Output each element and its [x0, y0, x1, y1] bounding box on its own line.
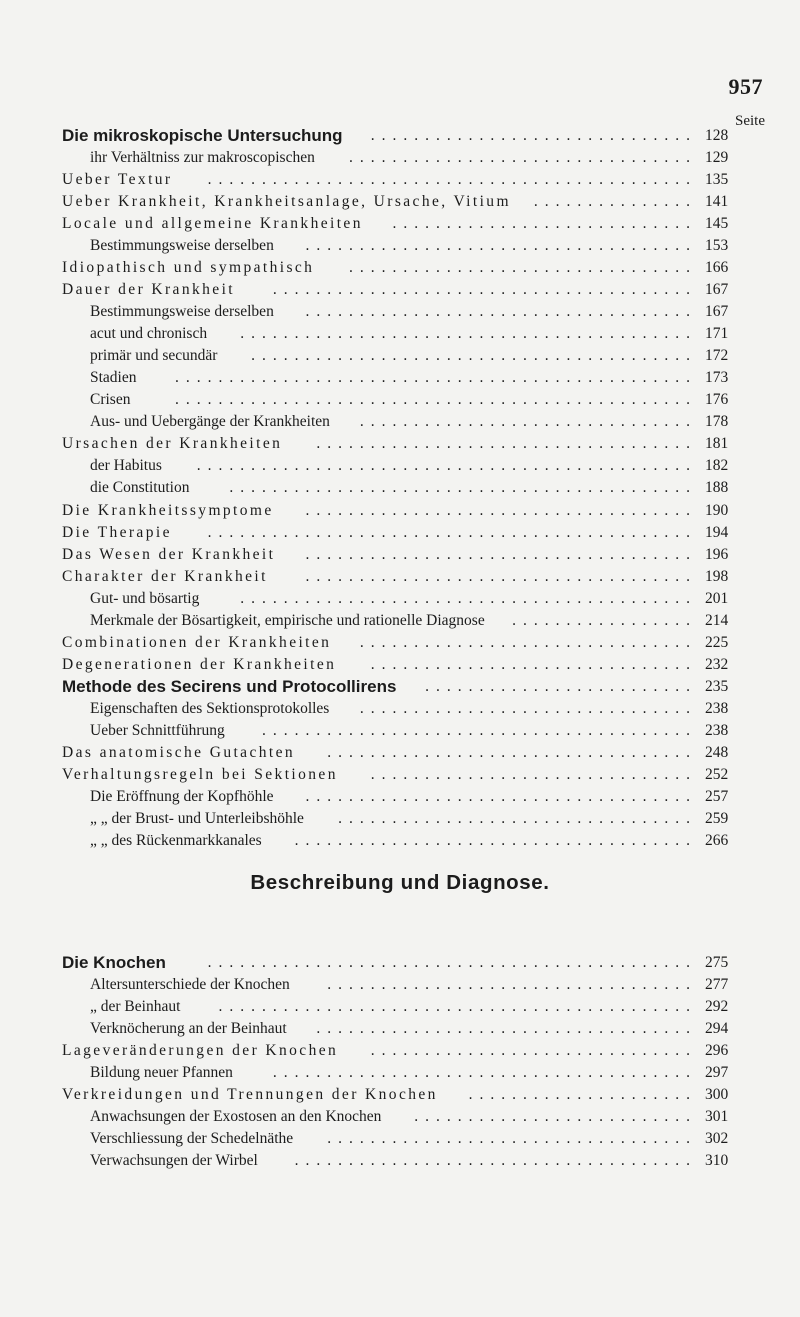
toc-entry [0, 566, 800, 588]
page-number: 957 [728, 74, 763, 99]
dot-leader: .................................. [327, 743, 697, 761]
toc-entry-page: 277 [705, 975, 729, 993]
toc-entry [0, 477, 800, 499]
toc-entry [0, 191, 800, 213]
dot-leader: ......................................... [251, 347, 697, 365]
toc-entry-title: „ „ des Rückenmarkkanales [90, 831, 262, 849]
toc-entry-title: ihr Verhältniss zur makroscopischen [90, 149, 315, 167]
toc-entry-page: 190 [705, 501, 729, 519]
toc-entry-page: 171 [705, 325, 729, 343]
toc-entry-page: 275 [705, 954, 729, 971]
dot-leader: .................................. [327, 975, 697, 993]
toc-entry [0, 676, 800, 698]
toc-entry-page: 302 [705, 1129, 729, 1147]
toc-entry-title: Verkreidungen und Trennungen der Knochen [62, 1085, 438, 1103]
toc-entry [0, 213, 800, 235]
toc-entry-title: Anwachsungen der Exostosen an den Knochen [90, 1107, 382, 1125]
dot-leader: .......................... [414, 1107, 697, 1125]
toc-entry-title: Ursachen der Krankheiten [62, 435, 283, 453]
toc-entry [0, 500, 800, 522]
toc-entry [0, 235, 800, 257]
dot-leader: ..................................... [294, 831, 697, 849]
toc-entry-page: 252 [705, 765, 729, 783]
toc-entry-page: 129 [705, 149, 729, 167]
dot-leader: ........................................... [229, 479, 697, 497]
dot-leader: ............................ [392, 215, 697, 233]
toc-entry-page: 297 [705, 1063, 729, 1081]
dot-leader: .................................... [305, 501, 697, 519]
toc-entry-title: primär und secundär [90, 347, 218, 365]
toc-entry-page: 248 [705, 743, 729, 761]
toc-entry [0, 996, 800, 1018]
dot-leader: ................. [512, 611, 697, 629]
seite-label: Seite [735, 113, 765, 129]
toc-entry-title: Die Krankheitssymptome [62, 501, 274, 519]
toc-entry-page: 172 [705, 347, 729, 365]
toc-entry-title: die Constitution [90, 479, 190, 497]
toc-entry-page: 145 [705, 215, 729, 233]
toc-entry-page: 167 [705, 281, 729, 299]
toc-entry-page: 238 [705, 699, 729, 717]
toc-entry-page: 301 [705, 1107, 729, 1125]
toc-entry-page: 198 [705, 567, 729, 585]
toc-entry [0, 147, 800, 169]
toc-entry [0, 764, 800, 786]
dot-leader: .............................. [370, 765, 697, 783]
dot-leader: ..................................... [294, 1151, 697, 1169]
toc-entry-title: Altersunterschiede der Knochen [90, 975, 290, 993]
toc-entry-title: Degenerationen der Krankheiten [62, 655, 337, 673]
toc-entry-page: 259 [705, 809, 729, 827]
dot-leader: ................................ [349, 259, 697, 277]
toc-entry [0, 522, 800, 544]
dot-leader: .................................. [327, 1129, 697, 1147]
dot-leader: .............................................. [196, 457, 697, 475]
dot-leader: ........................................ [262, 721, 697, 739]
toc-entry-title: „ „ der Brust- und Unterleibshöhle [90, 809, 304, 827]
toc-entry [0, 367, 800, 389]
dot-leader: .......................................... [240, 325, 697, 343]
toc-entry [0, 1128, 800, 1150]
toc-entry-title: Das Wesen der Krankheit [62, 545, 276, 563]
dot-leader: .................................... [305, 567, 697, 585]
toc-entry [0, 1106, 800, 1128]
toc-entry-title: „ der Beinhaut [90, 997, 181, 1015]
toc-entry [0, 389, 800, 411]
dot-leader: ................................... [316, 1019, 697, 1037]
toc-entry-title: Die Knochen [62, 953, 166, 972]
dot-leader: ............................................ [218, 997, 697, 1015]
toc-entry-title: der Habitus [90, 457, 162, 475]
toc-entry-title: Crisen [90, 391, 131, 409]
toc-entry-page: 201 [705, 589, 729, 607]
toc-entry-title: Dauer der Krankheit [62, 281, 235, 299]
dot-leader: ....................................... [272, 1063, 697, 1081]
dot-leader: ................................... [316, 435, 697, 453]
toc-entry-page: 166 [705, 259, 729, 277]
toc-entry-page: 300 [705, 1085, 729, 1103]
toc-entry-page: 176 [705, 391, 729, 409]
toc-entry [0, 1018, 800, 1040]
toc-entry-page: 141 [705, 193, 729, 211]
toc-entry [0, 808, 800, 830]
toc-entry [0, 952, 800, 974]
section-heading: Beschreibung und Diagnose. [250, 871, 550, 894]
toc-entry-page: 238 [705, 721, 729, 739]
toc-entry-page: 266 [705, 831, 729, 849]
toc-entry [0, 411, 800, 433]
toc-entry-title: Lageveränderungen der Knochen [62, 1041, 339, 1059]
toc-entry-title: Die Eröffnung der Kopfhöhle [90, 787, 274, 805]
dot-leader: ............... [533, 193, 697, 211]
toc-entry-title: Die mikroskopische Untersuchung [62, 126, 343, 145]
toc-entry [0, 720, 800, 742]
dot-leader: .............................. [370, 127, 697, 144]
toc-entry [0, 698, 800, 720]
toc-entry-page: 135 [705, 171, 729, 189]
toc-entry-page: 128 [705, 127, 729, 144]
toc-entry [0, 1062, 800, 1084]
toc-entry-title: Charakter der Krankheit [62, 567, 268, 585]
toc-entry [0, 257, 800, 279]
toc-entry-title: Combinationen der Krankheiten [62, 633, 332, 651]
toc-entry-page: 232 [705, 655, 729, 673]
toc-entry-page: 188 [705, 479, 729, 497]
dot-leader: ................................ [349, 149, 697, 167]
dot-leader: ............................... [359, 633, 697, 651]
toc-entry-title: Ueber Krankheit, Krankheitsanlage, Ursache, Vitium [62, 193, 511, 211]
toc-entry-title: Bestimmungsweise derselben [90, 237, 274, 255]
dot-leader: .................................... [305, 237, 697, 255]
toc-entry-title: Idiopathisch und sympathisch [62, 259, 315, 277]
toc-entry-page: 310 [705, 1151, 729, 1169]
toc-entry [0, 742, 800, 764]
toc-entry-page: 153 [705, 237, 729, 255]
dot-leader: .............................. [370, 1041, 697, 1059]
toc-entry-page: 257 [705, 787, 729, 805]
dot-leader: ............................................. [207, 954, 697, 971]
toc-entry [0, 301, 800, 323]
toc-entry [0, 279, 800, 301]
dot-leader: ................................................ [175, 391, 697, 409]
dot-leader: .............................. [370, 655, 697, 673]
toc-entry [0, 433, 800, 455]
dot-leader: ............................................. [207, 171, 697, 189]
toc-entry [0, 455, 800, 477]
toc-entry-title: Ueber Schnittführung [90, 721, 225, 739]
toc-entry-page: 194 [705, 523, 729, 541]
toc-entry-title: Verwachsungen der Wirbel [90, 1151, 258, 1169]
toc-entry-title: Aus- und Uebergänge der Krankheiten [90, 413, 330, 431]
toc-entry-title: Verhaltungsregeln bei Sektionen [62, 765, 338, 783]
toc-entry-page: 225 [705, 633, 729, 651]
toc-entry [0, 169, 800, 191]
toc-entry-title: Ueber Textur [62, 171, 173, 189]
toc-entry-title: Die Therapie [62, 523, 172, 541]
toc-entry-title: acut und chronisch [90, 325, 208, 343]
toc-entry [0, 588, 800, 610]
dot-leader: ................................. [338, 809, 697, 827]
dot-leader: ............................................. [207, 523, 697, 541]
dot-leader: ............................... [359, 699, 697, 717]
dot-leader: .......................................... [240, 589, 697, 607]
toc-entry-page: 173 [705, 369, 729, 387]
toc-entry [0, 654, 800, 676]
dot-leader: ......................... [425, 677, 697, 695]
toc-entry-page: 235 [705, 677, 729, 695]
toc-entry [0, 786, 800, 808]
toc-entry-title: Merkmale der Bösartigkeit, empirische und rationelle Diagnose [90, 611, 485, 629]
toc-entry-page: 294 [705, 1019, 729, 1037]
toc-entry [0, 323, 800, 345]
toc-entry-page: 178 [705, 413, 729, 431]
toc-entry-title: Eigenschaften des Sektionsprotokolles [90, 699, 330, 717]
toc-entry [0, 632, 800, 654]
toc-entry-page: 182 [705, 457, 729, 475]
toc-entry [0, 345, 800, 367]
toc-entry-title: Verschliessung der Schedelnäthe [90, 1129, 294, 1147]
toc-entry-page: 181 [705, 435, 729, 453]
toc-entry-title: Verknöcherung an der Beinhaut [90, 1019, 287, 1037]
toc-entry-page: 292 [705, 997, 729, 1015]
toc-entry-title: Methode des Secirens und Protocollirens [62, 676, 397, 696]
toc-entry-title: Bestimmungsweise derselben [90, 303, 274, 321]
dot-leader: .................................... [305, 787, 697, 805]
toc-entry [0, 544, 800, 566]
toc-entry [0, 1150, 800, 1172]
toc-entry [0, 125, 800, 147]
toc-entry-page: 296 [705, 1041, 729, 1059]
toc-entry [0, 1084, 800, 1106]
dot-leader: .................................... [305, 545, 697, 563]
toc-entry [0, 610, 800, 632]
toc-entry-title: Stadien [90, 369, 137, 387]
toc-entry [0, 974, 800, 996]
dot-leader: ....................................... [272, 281, 697, 299]
toc-entry-title: Locale und allgemeine Krankheiten [62, 215, 363, 233]
toc-entry [0, 830, 800, 852]
toc-entry-title: Gut- und bösartig [90, 589, 200, 607]
toc-entry-page: 214 [705, 611, 729, 629]
dot-leader: ................................................ [175, 369, 697, 387]
dot-leader: .................................... [305, 303, 697, 321]
dot-leader: ..................... [468, 1085, 697, 1103]
dot-leader: ............................... [359, 413, 697, 431]
toc-entry-title: Das anatomische Gutachten [62, 743, 296, 761]
toc-entry [0, 1040, 800, 1062]
toc-entry-page: 196 [705, 545, 729, 563]
toc-entry-title: Bildung neuer Pfannen [90, 1063, 233, 1081]
toc-entry-page: 167 [705, 303, 729, 321]
